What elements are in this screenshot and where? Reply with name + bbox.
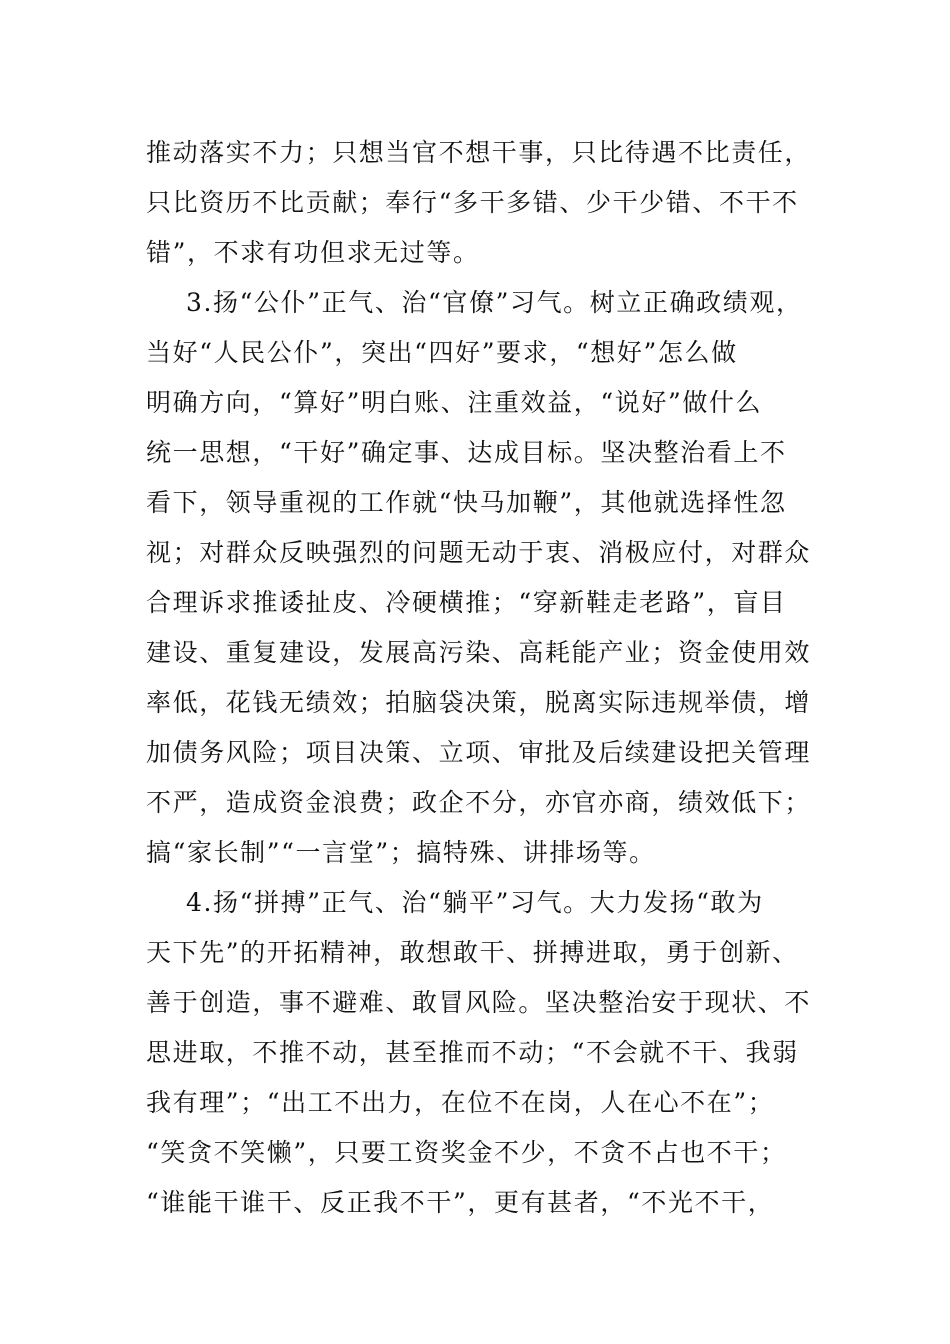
text-line: 善于创造，事不避难、敢冒风险。坚决整治安于现状、不 — [146, 988, 812, 1017]
body-text — [146, 128, 836, 1228]
section-heading-4: 4.扬“拼搏”正气、治“躺平”习气。大力发扬“敢为 — [186, 888, 764, 917]
text-line: 天下先”的开拓精神，敢想敢干、拼搏进取，勇于创新、 — [146, 938, 799, 967]
text-line: 建设、重复建设，发展高污染、高耗能产业；资金使用效 — [146, 638, 812, 667]
section-heading-3: 3.扬“公仆”正气、治“官僚”习气。树立正确政绩观， — [186, 288, 803, 317]
text-line: 看下，领导重视的工作就“快马加鞭”，其他就选择性忽 — [146, 488, 787, 517]
text-line: 加债务风险；项目决策、立项、审批及后续建设把关管理 — [146, 738, 812, 767]
text-line: 视；对群众反映强烈的问题无动于衷、消极应付，对群众 — [146, 538, 812, 567]
text-line: 率低，花钱无绩效；拍脑袋决策，脱离实际违规举债，增 — [146, 688, 812, 717]
text-line: 思进取，不推不动，甚至推而不动；“不会就不干、我弱 — [146, 1038, 799, 1067]
text-line: 搞“家长制”“一言堂”；搞特殊、讲排场等。 — [146, 838, 656, 867]
text-line: 不严，造成资金浪费；政企不分，亦官亦商，绩效低下； — [146, 788, 812, 817]
text-line: 我有理”；“出工不出力，在位不在岗，人在心不在”； — [146, 1088, 775, 1117]
text-line: 统一思想，“干好”确定事、达成目标。坚决整治看上不 — [146, 438, 787, 467]
text-line: 当好“人民公仆”，突出“四好”要求，“想好”怎么做 — [146, 338, 738, 367]
text-line: “笑贪不笑懒”，只要工资奖金不少，不贪不占也不干； — [146, 1138, 787, 1167]
text-line: 合理诉求推诿扯皮、冷硬横推；“穿新鞋走老路”，盲目 — [146, 588, 787, 617]
text-line: 错”，不求有功但求无过等。 — [146, 238, 480, 267]
text-line: 推动落实不力；只想当官不想干事，只比待遇不比责任， — [146, 138, 812, 167]
text-line: 只比资历不比贡献；奉行“多干多错、少干少错、不干不 — [146, 188, 799, 217]
text-line: “谁能干谁干、反正我不干”，更有甚者，“不光不干， — [146, 1188, 775, 1217]
text-line: 明确方向，“算好”明白账、注重效益，“说好”做什么 — [146, 388, 763, 417]
